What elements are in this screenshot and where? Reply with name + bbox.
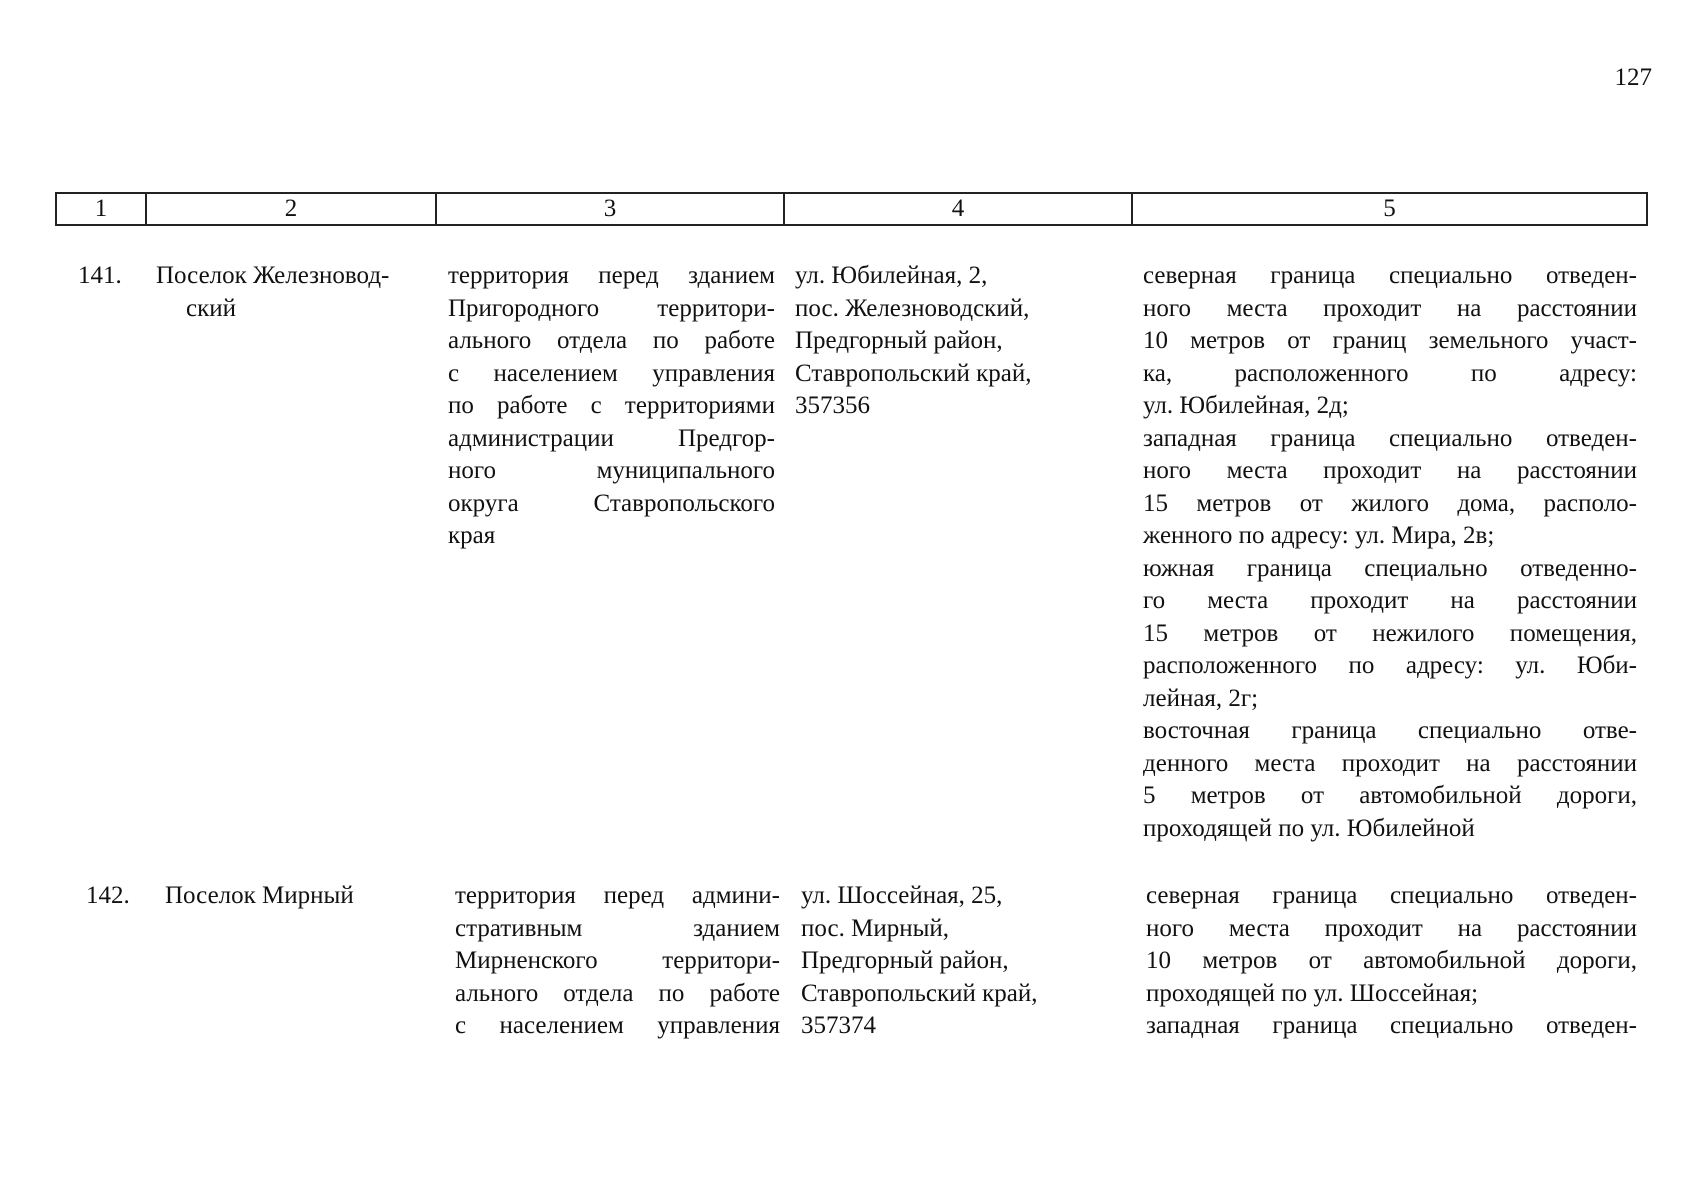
row-name-line: Поселок Железновод- [156, 262, 390, 289]
territory-line: по работе с территориями [448, 392, 775, 419]
row-boundaries [1143, 260, 1637, 845]
boundary-line: 15 метров от жилого дома, располо- [1143, 489, 1637, 517]
row-number: 141. [78, 262, 122, 289]
boundary-line: проходящей по ул. Шоссейная; [1146, 979, 1479, 1007]
column-header-4: 4 [785, 194, 1133, 224]
territory-line: территория перед зданием [448, 262, 775, 289]
boundary-line: 10 метров от автомобильной дороги, [1146, 947, 1637, 974]
territory-line: Пригородного территори- [448, 294, 775, 322]
address-line: 357374 [801, 1012, 876, 1039]
boundary-line: ного места проходит на расстоянии [1143, 294, 1637, 322]
row-address [801, 880, 1091, 1043]
boundary-line: восточная граница специально отве- [1143, 717, 1637, 744]
boundary-line: северная граница специально отведен- [1146, 882, 1637, 909]
boundary-line: женного по адресу: ул. Мира, 2в; [1143, 522, 1495, 549]
boundary-line: ка, расположенного по адресу: [1143, 359, 1637, 387]
boundary-line: ного места проходит на расстоянии [1143, 457, 1637, 484]
row-territory [448, 260, 775, 553]
address-line: пос. Мирный, [801, 914, 950, 942]
row-address [795, 260, 1085, 423]
boundary-line: 10 метров от границ земельного участ- [1143, 327, 1637, 354]
address-line: Предгорный район, [801, 947, 1009, 974]
column-header-table [55, 192, 1648, 226]
address-line: Ставропольский край, [801, 979, 1038, 1007]
address-line: ул. Шоссейная, 25, [801, 882, 1003, 909]
territory-line: стративным зданием [455, 914, 780, 942]
territory-line: администрации Предгор- [448, 424, 775, 452]
row-name-line: Поселок Мирный [165, 882, 354, 909]
territory-line: ального отдела по работе [448, 327, 775, 354]
territory-line: ного муниципального [448, 457, 775, 484]
boundary-line: северная граница специально отведен- [1143, 262, 1637, 289]
boundary-line: ул. Юбилейная, 2д; [1143, 392, 1349, 419]
boundary-line: 15 метров от нежилого помещения, [1143, 619, 1637, 647]
row-name-line: ский [186, 294, 236, 322]
address-line: Предгорный район, [795, 327, 1003, 354]
boundary-line: западная граница специально отведен- [1143, 424, 1637, 452]
address-line: Ставропольский край, [795, 359, 1032, 387]
row-number: 142. [86, 882, 130, 909]
column-header-5: 5 [1383, 195, 1396, 222]
row-boundaries [1146, 880, 1637, 1043]
territory-line: ального отдела по работе [455, 979, 780, 1007]
boundary-line: расположенного по адресу: ул. Юби- [1143, 652, 1637, 679]
boundary-line: лейная, 2г; [1143, 684, 1259, 712]
row-name [156, 260, 431, 325]
territory-line: с населением управления [455, 1012, 780, 1039]
territory-line: Мирненского территори- [455, 947, 780, 974]
boundary-line: южная граница специально отведенно- [1143, 554, 1637, 582]
boundary-line: го места проходит на расстоянии [1143, 587, 1637, 614]
address-line: 357356 [795, 392, 870, 419]
boundary-line: 5 метров от автомобильной дороги, [1143, 782, 1637, 809]
territory-line: территория перед админи- [455, 882, 780, 909]
territory-line: края [448, 522, 496, 549]
row-territory [455, 880, 780, 1043]
row-name [165, 880, 440, 913]
page-number: 127 [1614, 64, 1652, 91]
address-line: ул. Юбилейная, 2, [795, 262, 988, 289]
column-header-2: 2 [147, 194, 437, 224]
boundary-line: денного места проходит на расстоянии [1143, 749, 1637, 777]
territory-line: с населением управления [448, 359, 775, 387]
column-header-3: 3 [437, 194, 785, 224]
boundary-line: проходящей по ул. Юбилейной [1143, 814, 1475, 842]
territory-line: округа Ставропольского [448, 489, 775, 517]
boundary-line: западная граница специально отведен- [1146, 1012, 1637, 1039]
boundary-line: ного места проходит на расстоянии [1146, 914, 1637, 942]
address-line: пос. Железноводский, [795, 294, 1030, 322]
column-header-1: 1 [57, 194, 147, 224]
